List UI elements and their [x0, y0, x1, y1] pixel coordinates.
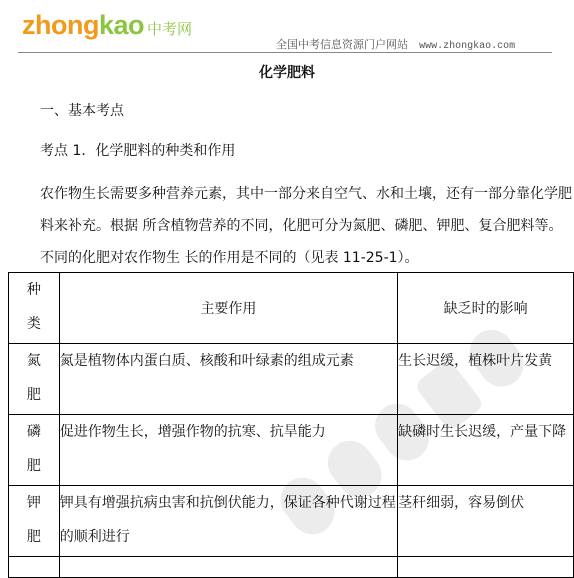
- paragraph-line: 农作物生长需要多种营养元素，其中一部分来自空气、水和土壤，还有一部分靠化学肥: [40, 186, 572, 202]
- header-kind-char: 类: [26, 316, 41, 332]
- table-row-partial: [9, 557, 574, 578]
- row-deficiency: 生长迟缓，植株叶片发黄: [398, 344, 574, 415]
- header-kind: [9, 273, 60, 344]
- table-row: [9, 486, 574, 557]
- document-title: 化学肥料: [259, 65, 315, 81]
- header-kind-char: 种: [26, 282, 41, 298]
- kind-char: 肥: [26, 387, 41, 403]
- table-row: [9, 344, 574, 415]
- row-kind: [9, 486, 60, 557]
- kind-char: 氮: [26, 353, 41, 369]
- table-row: [9, 415, 574, 486]
- row-function-empty: [59, 557, 397, 578]
- kind-char: 磷: [26, 424, 41, 440]
- paragraph-line: 不同的化肥对农作物生 长的作用是不同的（见表 11-25-1）。: [40, 250, 419, 266]
- row-kind: [9, 415, 60, 486]
- header-deficiency: 缺乏时的影响: [398, 273, 574, 344]
- header-function: 主要作用: [59, 273, 397, 344]
- logo-text-zhong: zhong: [22, 10, 99, 40]
- tagline-text: 全国中考信息资源门户网站: [276, 39, 408, 51]
- header-divider: [18, 52, 552, 53]
- paragraph-line: 料来补充。根据 所含植物营养的不同，化肥可分为氮肥、磷肥、钾肥、复合肥料等。: [40, 218, 563, 234]
- row-function: 钾具有增强抗病虫害和抗倒伏能力，保证各种代谢过程的顺利进行: [59, 486, 397, 557]
- row-deficiency: 茎秆细弱，容易倒伏: [398, 486, 574, 557]
- kind-char: 钾: [26, 495, 41, 511]
- section-heading: 一、基本考点: [40, 103, 124, 119]
- logo-text-kao: kao: [98, 10, 145, 40]
- table-header-row: [9, 273, 574, 344]
- row-kind: [9, 344, 60, 415]
- row-kind-empty: [9, 557, 60, 578]
- subsection-heading: 考点 1．化学肥料的种类和作用: [40, 143, 236, 159]
- kind-char: 肥: [26, 529, 41, 545]
- zhongkao-logo[interactable]: [22, 10, 192, 40]
- page-header: [0, 0, 574, 56]
- logo-text-chinese: 中考网: [147, 21, 193, 38]
- row-deficiency-empty: [398, 557, 574, 578]
- intro-paragraph: [40, 178, 574, 274]
- kind-char: 肥: [26, 458, 41, 474]
- row-deficiency: 缺磷时生长迟缓，产量下降: [398, 415, 574, 486]
- site-url[interactable]: www.zhongkao.com: [419, 41, 516, 52]
- row-function: 促进作物生长，增强作物的抗寒、抗旱能力: [59, 415, 397, 486]
- site-tagline: [276, 36, 515, 52]
- fertilizer-table: [8, 272, 574, 578]
- row-function: 氮是植物体内蛋白质、核酸和叶绿素的组成元素: [59, 344, 397, 415]
